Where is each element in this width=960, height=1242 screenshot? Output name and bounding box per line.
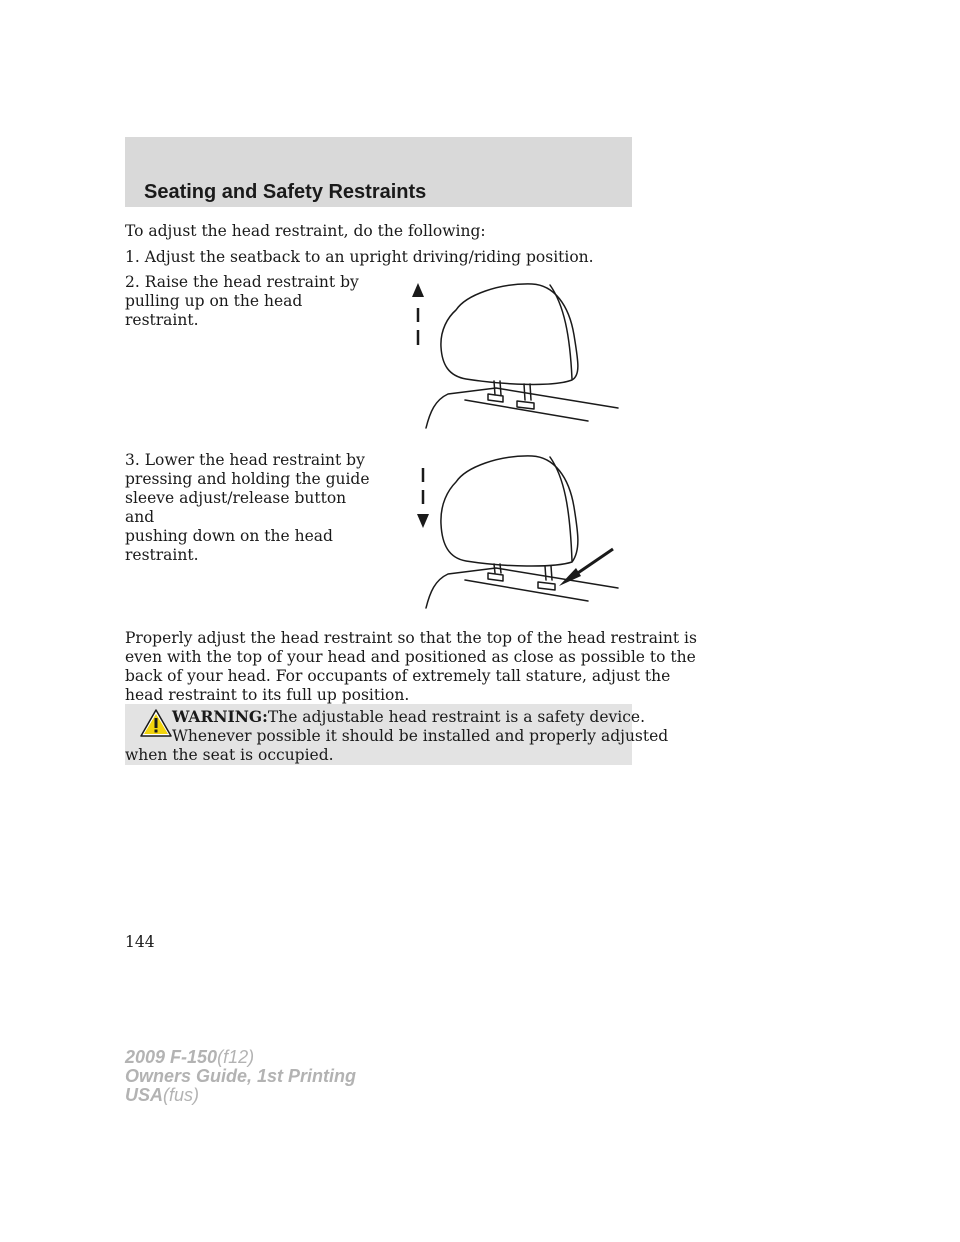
step-3-line: pressing and holding the guide [125,470,370,488]
paragraph-line: back of your head. For occupants of extremely tall stature, adjust the [125,667,671,685]
footer-line-1 [125,1048,356,1067]
paragraph-line: head restraint to its full up position. [125,686,410,704]
warning-line-1: The adjustable head restraint is a safety device. [267,708,646,726]
footer-line-3 [125,1086,356,1105]
footer-model: 2009 F-150 [125,1047,218,1067]
paragraph-line: even with the top of your head and positioned as close as possible to the [125,648,696,666]
warning-label: WARNING: [172,707,268,726]
warning-text [125,707,669,765]
arrow-up-icon [412,283,424,345]
footer-print-info [125,1048,356,1105]
step-3-line: pushing down on the head restraint. [125,527,333,564]
footer-market: USA [125,1085,164,1105]
section-title: Seating and Safety Restraints [144,181,427,203]
paragraph-line: Properly adjust the head restraint so that the top of the head restraint is [125,629,697,647]
adjustment-paragraph [125,629,697,705]
footer-line-2: Owners Guide, 1st Printing [125,1066,357,1086]
step-3-line: 3. Lower the head restraint by [125,451,365,469]
headrest-raise-illustration [404,275,620,435]
footer-market-code: (fus) [163,1085,200,1105]
intro-text: To adjust the head restraint, do the following: [125,222,486,240]
warning-line-2: Whenever possible it should be installed and properly adjusted [172,727,669,745]
step-3-line: sleeve adjust/release button and [125,489,347,526]
release-button-pointer-arrow [559,549,613,586]
footer-code: (f12) [217,1047,255,1067]
headrest-lower-illustration [404,452,620,612]
step-3-text [125,451,380,565]
warning-line-3: when the seat is occupied. [125,746,334,764]
section-header [125,137,632,207]
step-2-line: pulling up on the head restraint. [125,292,303,329]
step-2-text [125,273,380,330]
arrow-down-icon [417,468,429,528]
step-2-line: 2. Raise the head restraint by [125,273,359,291]
warning-box [125,704,669,765]
page-number: 144 [125,933,155,951]
step-1-text: 1. Adjust the seatback to an upright driving/riding position. [125,248,594,266]
warning-line [125,707,646,727]
